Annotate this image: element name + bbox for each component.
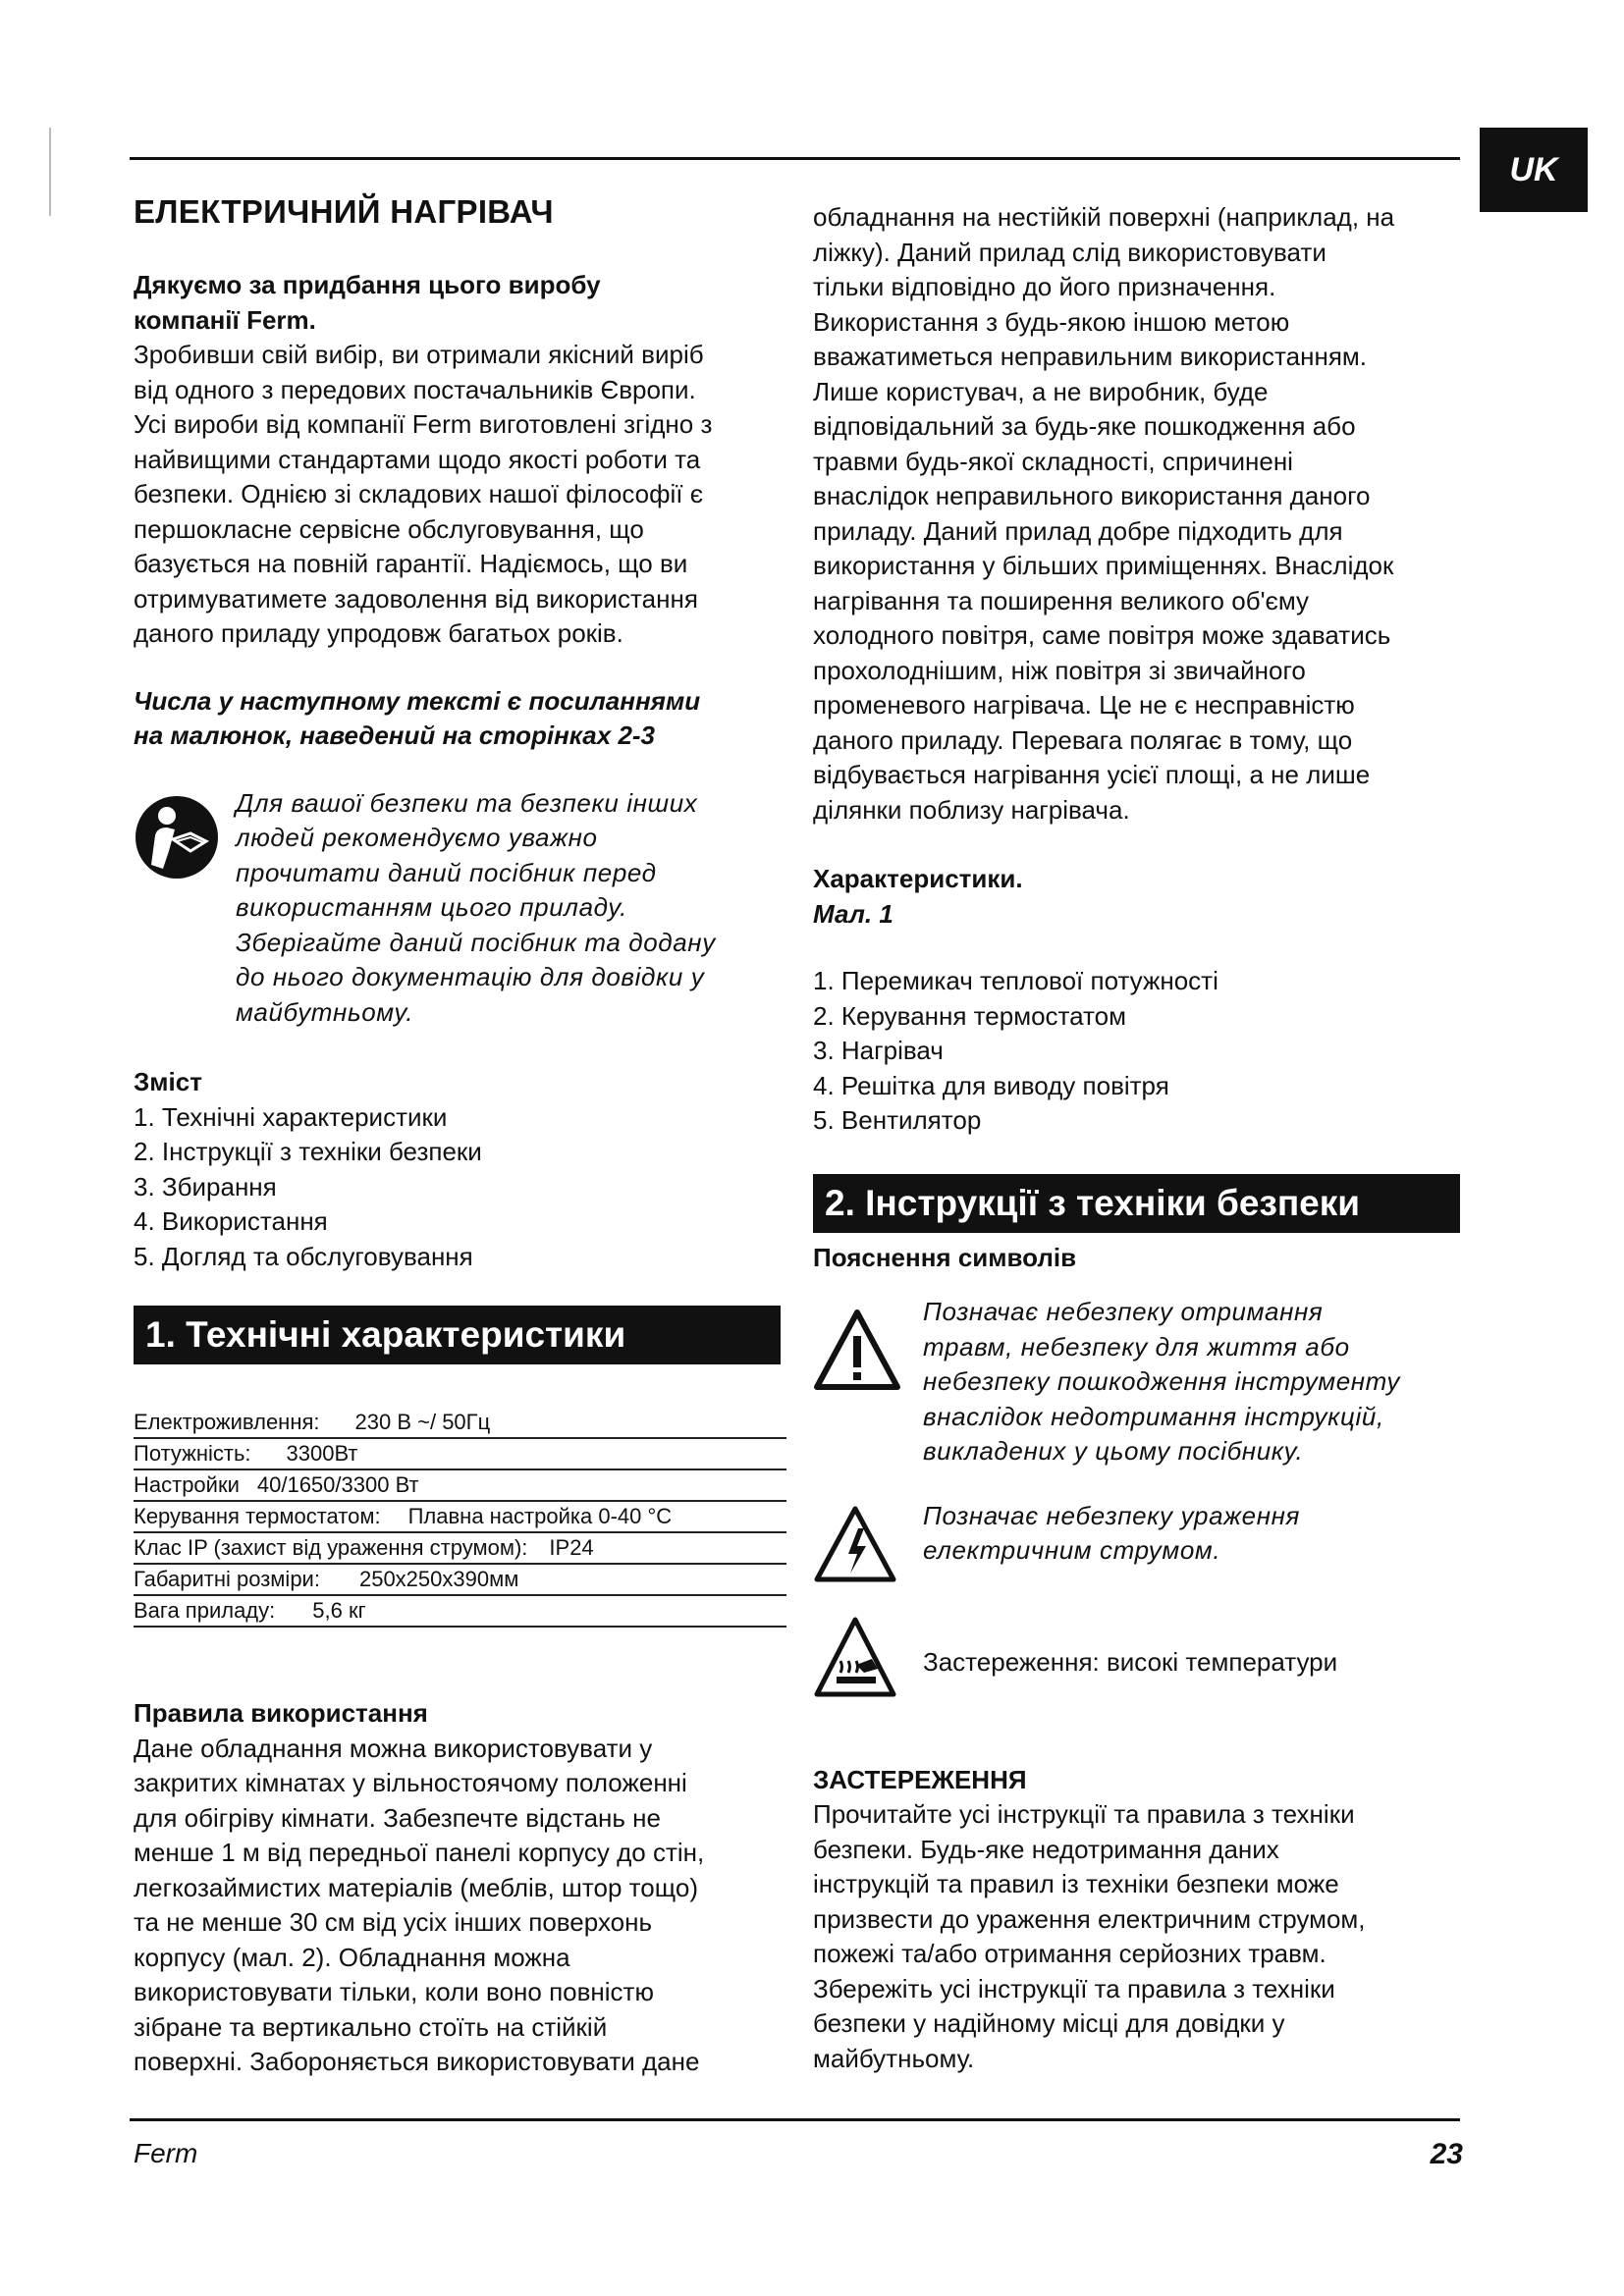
thanks-heading: Дякуємо за придбання цього виробу компанії Ferm. (134, 270, 601, 335)
table-row: Керування термостатом: Плавна настройка 0-40 °C (134, 1502, 786, 1533)
list-item: 3. Нагрівач (813, 1036, 944, 1065)
table-row: Потужність: 3300Вт (134, 1439, 786, 1470)
features-list (813, 964, 1466, 1139)
list-item: 5. Вентилятор (813, 1105, 982, 1135)
warning-heading: ЗАСТЕРЕЖЕННЯ (813, 1764, 1027, 1794)
symbols-heading: Пояснення символів (813, 1242, 1077, 1272)
manual-note: Для вашої безпеки та безпеки інших людей рекомендуємо уважно прочитати даний посібник перед використанням цього приладу. Зберігайте даний посібник та додану до нього документацію для довідки у майбутньому. (134, 786, 786, 1031)
features-heading: Характеристики. (813, 864, 1023, 893)
symbol-danger: Позначає небезпеку отримання травм, небезпеку для життя або небезпеку пошкодження інструменту внаслідок недотримання інструкцій, викладених у цьому посібнику. (813, 1295, 1466, 1469)
usage-continued-paragraph: обладнання на нестійкій поверхні (наприклад, на ліжку). Даний прилад слід використовувати тільки відповідно до його призначення. Використання з будь-якою іншою метою вважатиметься неправильним використанням. Лише користувач, а не виробник, буде відповідальний за будь-яке пошкодження або травми будь-якої складності, спричинені внаслідок неправильного використання даного приладу. Даний прилад добре підходить для використання у більших приміщеннях. Внаслідок нагрівання та поширення великого об'єму холодного повітря, саме повітря може здаватись прохолоднішим, ніж повітря зі звичайного променевого нагрівача. Це не є несправністю даного приладу. Перевага полягає в тому, що відбувається нагрівання усієї площі, а не лише ділянки поблизу нагрівача. (813, 202, 1395, 825)
right-column (813, 200, 1466, 2076)
usage-heading: Правила використання (134, 1698, 428, 1728)
table-row: Габаритні розміри: 250x250x390мм (134, 1565, 786, 1596)
table-row: Вага приладу: 5,6 кг (134, 1596, 786, 1628)
hot-surface-icon (813, 1616, 923, 1708)
electric-shock-icon (813, 1499, 923, 1593)
symbol-hot (813, 1616, 1466, 1708)
left-column (134, 192, 786, 2080)
list-item: 1. Технічні характеристики (134, 1101, 448, 1132)
intro-paragraph: Зробивши свій вибір, ви отримали якісний виріб від одного з передових постачальників Європи. Усі вироби від компанії Ferm виготовлені згідно з найвищими стандартами щодо якості роботи та безпеки. Однією зі складових нашої філософії є першокласне сервісне обслуговування, що базується на повній гарантії. Надіємось, що ви отримуватимете задоволення від використання даного приладу упродовж багатьох років. (134, 340, 713, 648)
list-item: 2. Інструкції з техніки безпеки (134, 1137, 482, 1166)
list-item: 1. Перемикач теплової потужності (813, 966, 1218, 995)
usage-paragraph: Дане обладнання можна використовувати у закритих кімнатах у вільностоячому положенні для обігріву кімнати. Забезпечте відстань не менше 1 м від передньої панелі корпусу до стін, легкозаймистих матеріалів (меблів, штор тощо) та не менше 30 см від усіх інших поверхонь корпусу (мал. 2). Обладнання можна використовувати тільки, коли воно повністю зібране та вертикально стоїть на стійкій поверхні. Забороняється використовувати дане (134, 1733, 705, 2076)
page-number: 23 (1430, 2138, 1463, 2170)
table-row: Електроживлення: 230 В ~/ 50Гц (134, 1408, 786, 1439)
symbol-electric: Позначає небезпеку ураження електричним струмом. (813, 1499, 1466, 1593)
list-item: 2. Керування термостатом (813, 1000, 1127, 1031)
table-row: Клас IP (захист від ураження струмом): IP24 (134, 1533, 786, 1565)
header-rule (130, 157, 1460, 160)
symbol-hot-text: Застереження: високі температури (923, 1647, 1338, 1677)
list-item: 3. Збирання (134, 1171, 277, 1201)
section-1-title: 1. Технічні характеристики (134, 1306, 786, 1364)
contents-list (134, 1100, 786, 1275)
footer-rule (130, 2118, 1460, 2121)
specs-table (134, 1408, 786, 1628)
section-2-title: 2. Інструкції з техніки безпеки (813, 1174, 1466, 1233)
figure-reference-note: Числа у наступному тексті є посиланнями на малюнок, наведений на сторінках 2-3 (134, 685, 701, 750)
table-row: Настройки 40/1650/3300 Вт (134, 1470, 786, 1502)
margin-mark (49, 128, 51, 216)
page-title: ЕЛЕКТРИЧНИЙ НАГРІВАЧ (134, 193, 554, 230)
read-manual-icon (134, 786, 236, 890)
warning-triangle-icon (813, 1295, 923, 1401)
warning-paragraph: Прочитайте усі інструкції та правила з техніки безпеки. Будь-яке недотримання даних інструкцій та правил із техніки безпеки може призвести до ураження електричним струмом, пожежі та/або отримання серйозних травм. Збережіть усі інструкції та правила з техніки безпеки у надійному місці для довідки у майбутньому. (813, 1799, 1366, 2073)
features-figure-ref: Мал. 1 (813, 898, 893, 929)
language-tab: UK (1480, 128, 1588, 212)
list-item: 4. Решітка для виводу повітря (813, 1070, 1169, 1100)
list-item: 4. Використання (134, 1206, 328, 1236)
list-item: 5. Догляд та обслуговування (134, 1241, 473, 1271)
footer-brand: Ferm (134, 2138, 198, 2168)
contents-heading: Зміст (134, 1067, 202, 1096)
